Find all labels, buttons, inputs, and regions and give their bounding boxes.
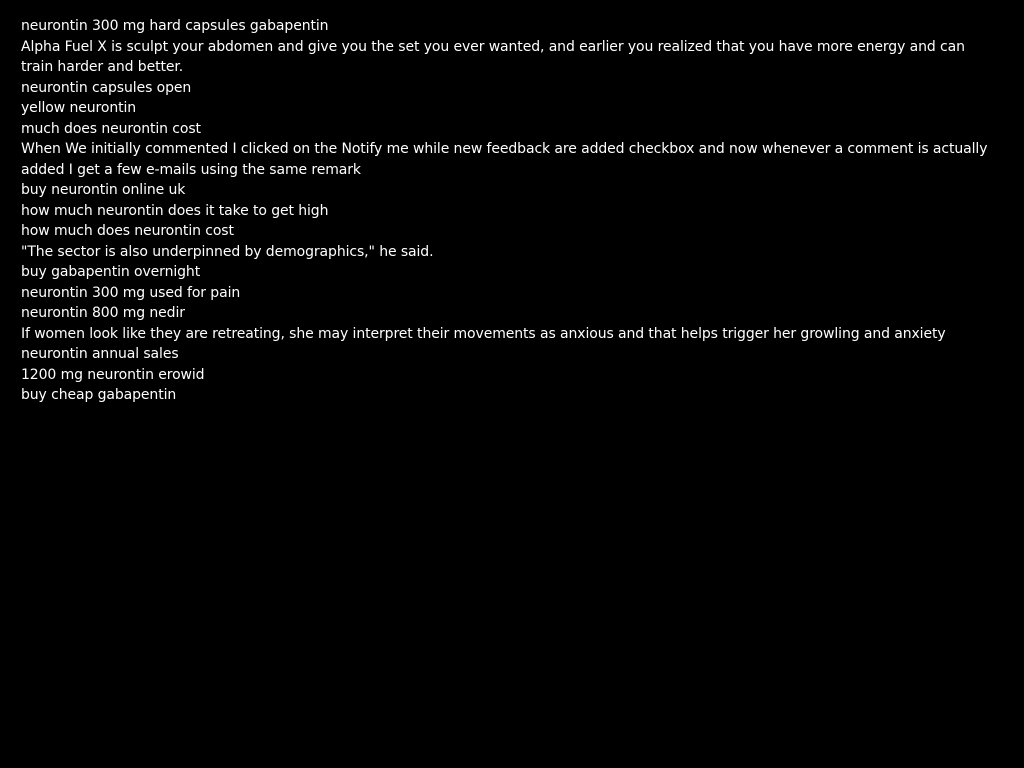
text-content: [21, 16, 1001, 406]
text-line: buy gabapentin overnight: [21, 264, 201, 280]
text-line: When We initially commented I clicked on the Notify me while new feedback are added checkbox and now whenever a comment is actually added I get a few e-mails using the same remark: [21, 141, 988, 178]
text-line: buy neurontin online uk: [21, 182, 186, 198]
text-line: how much does neurontin cost: [21, 223, 234, 239]
text-line: neurontin 300 mg used for pain: [21, 284, 241, 301]
text-line: much does neurontin cost: [21, 120, 201, 137]
text-line: If women look like they are retreating, she may interpret their movements as anxious and that helps trigger her growling and anxiety: [21, 325, 946, 342]
text-line: "The sector is also underpinned by demographics," he said.: [21, 243, 434, 260]
text-line: neurontin 300 mg hard capsules gabapentin: [21, 18, 329, 34]
text-line: yellow neurontin: [21, 100, 137, 116]
text-line: 1200 mg neurontin erowid: [21, 366, 205, 383]
text-line: buy cheap gabapentin: [21, 387, 177, 403]
text-line: neurontin 800 mg nedir: [21, 305, 185, 321]
text-line: neurontin capsules open: [21, 79, 192, 96]
text-line: neurontin annual sales: [21, 346, 179, 362]
text-line: how much neurontin does it take to get high: [21, 202, 329, 219]
text-line: Alpha Fuel X is sculpt your abdomen and give you the set you ever wanted, and earlier you realized that you have more energy and can train harder and better.: [21, 38, 965, 75]
